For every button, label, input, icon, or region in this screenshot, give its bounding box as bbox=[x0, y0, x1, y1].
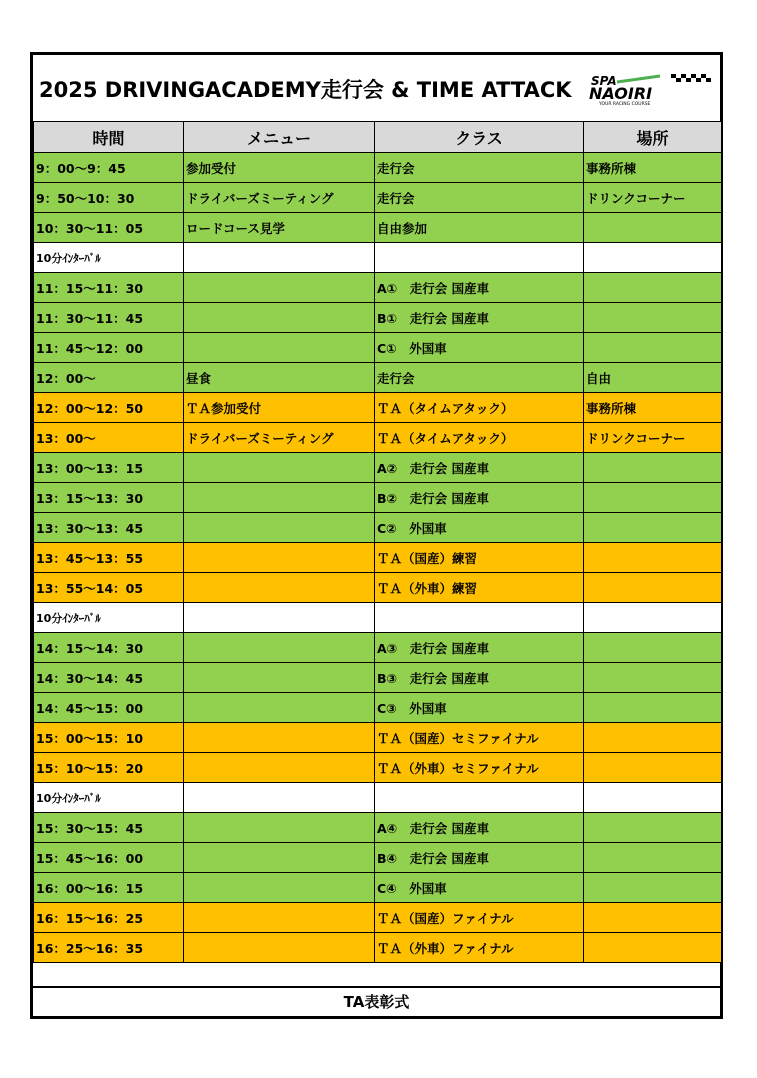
place-cell bbox=[584, 603, 722, 633]
menu-cell bbox=[184, 903, 375, 933]
menu-cell: ドライバーズミーティング bbox=[184, 183, 375, 213]
table-row bbox=[34, 183, 722, 213]
time-cell: 10分ｲﾝﾀｰﾊﾞﾙ bbox=[34, 603, 184, 633]
place-cell bbox=[584, 723, 722, 753]
place-cell bbox=[584, 693, 722, 723]
table-row bbox=[34, 873, 722, 903]
class-cell: 自由参加 bbox=[375, 213, 584, 243]
table-row bbox=[34, 423, 722, 453]
place-cell bbox=[584, 663, 722, 693]
place-cell bbox=[584, 843, 722, 873]
class-cell: C② 外国車 bbox=[375, 513, 584, 543]
place-cell bbox=[584, 333, 722, 363]
place-cell: ドリンクコーナー bbox=[584, 183, 722, 213]
class-cell: ＴＡ（外車）練習 bbox=[375, 573, 584, 603]
class-cell: ＴＡ（タイムアタック） bbox=[375, 423, 584, 453]
table-row bbox=[34, 843, 722, 873]
menu-cell bbox=[184, 813, 375, 843]
menu-cell bbox=[184, 603, 375, 633]
time-cell: 14：15～14：30 bbox=[34, 633, 184, 663]
page-title: 2025 DRIVINGACADEMY走行会 & TIME ATTACK bbox=[39, 78, 572, 102]
table-row bbox=[34, 543, 722, 573]
time-cell: 15：30～15：45 bbox=[34, 813, 184, 843]
menu-cell bbox=[184, 663, 375, 693]
menu-cell bbox=[184, 333, 375, 363]
class-cell: C④ 外国車 bbox=[375, 873, 584, 903]
menu-cell bbox=[184, 873, 375, 903]
time-cell: 15：45～16：00 bbox=[34, 843, 184, 873]
menu-cell bbox=[184, 633, 375, 663]
menu-cell: ロードコース見学 bbox=[184, 213, 375, 243]
menu-cell bbox=[184, 933, 375, 963]
menu-cell: 参加受付 bbox=[184, 153, 375, 183]
schedule-sheet bbox=[30, 52, 723, 1019]
time-cell: 16：00～16：15 bbox=[34, 873, 184, 903]
menu-cell: ドライバーズミーティング bbox=[184, 423, 375, 453]
table-row bbox=[34, 753, 722, 783]
menu-cell bbox=[184, 543, 375, 573]
place-cell bbox=[584, 243, 722, 273]
table-row bbox=[34, 453, 722, 483]
menu-cell bbox=[184, 303, 375, 333]
logo-line2: NAOIRI bbox=[589, 84, 653, 103]
class-cell: ＴＡ（外車）セミファイナル bbox=[375, 753, 584, 783]
menu-cell: 昼食 bbox=[184, 363, 375, 393]
time-cell: 13：00～ bbox=[34, 423, 184, 453]
table-row bbox=[34, 723, 722, 753]
header-class: クラス bbox=[375, 122, 584, 153]
class-cell: ＴＡ（国産）セミファイナル bbox=[375, 723, 584, 753]
time-cell: 11：15～11：30 bbox=[34, 273, 184, 303]
place-cell: 事務所棟 bbox=[584, 153, 722, 183]
menu-cell bbox=[184, 483, 375, 513]
menu-cell bbox=[184, 843, 375, 873]
class-cell bbox=[375, 243, 584, 273]
logo-line1: SPA bbox=[591, 74, 617, 88]
place-cell bbox=[584, 903, 722, 933]
place-cell bbox=[584, 273, 722, 303]
class-cell: 走行会 bbox=[375, 183, 584, 213]
class-cell: 走行会 bbox=[375, 363, 584, 393]
header-menu: メニュー bbox=[184, 122, 375, 153]
logo-tagline: YOUR RACING COURSE bbox=[599, 102, 651, 107]
table-row bbox=[34, 213, 722, 243]
table-row bbox=[34, 483, 722, 513]
time-cell: 13：55～14：05 bbox=[34, 573, 184, 603]
class-cell: ＴＡ（外車）ファイナル bbox=[375, 933, 584, 963]
time-cell: 12：00～ bbox=[34, 363, 184, 393]
class-cell: B④ 走行会 国産車 bbox=[375, 843, 584, 873]
menu-cell bbox=[184, 573, 375, 603]
class-cell: C③ 外国車 bbox=[375, 693, 584, 723]
class-cell: B① 走行会 国産車 bbox=[375, 303, 584, 333]
table-row bbox=[34, 303, 722, 333]
class-cell: A③ 走行会 国産車 bbox=[375, 633, 584, 663]
class-cell: A① 走行会 国産車 bbox=[375, 273, 584, 303]
time-cell: 15：10～15：20 bbox=[34, 753, 184, 783]
table-row bbox=[34, 393, 722, 423]
table-row bbox=[34, 663, 722, 693]
class-cell: B③ 走行会 国産車 bbox=[375, 663, 584, 693]
time-cell: 14：30～14：45 bbox=[34, 663, 184, 693]
table-row bbox=[34, 243, 722, 273]
menu-cell bbox=[184, 723, 375, 753]
place-cell bbox=[584, 543, 722, 573]
class-cell: C① 外国車 bbox=[375, 333, 584, 363]
time-cell: 9：00～9：45 bbox=[34, 153, 184, 183]
menu-cell bbox=[184, 693, 375, 723]
header-time: 時間 bbox=[34, 122, 184, 153]
checkered-flag-icon bbox=[671, 74, 711, 82]
time-cell: 16：15～16：25 bbox=[34, 903, 184, 933]
place-cell bbox=[584, 573, 722, 603]
place-cell: ドリンクコーナー bbox=[584, 423, 722, 453]
menu-cell bbox=[184, 783, 375, 813]
time-cell: 10：30～11：05 bbox=[34, 213, 184, 243]
place-cell bbox=[584, 453, 722, 483]
class-cell: 走行会 bbox=[375, 153, 584, 183]
table-row bbox=[34, 363, 722, 393]
table-row bbox=[34, 573, 722, 603]
title-bar bbox=[33, 55, 720, 121]
table-row bbox=[34, 783, 722, 813]
class-cell bbox=[375, 603, 584, 633]
time-cell: 16：25～16：35 bbox=[34, 933, 184, 963]
time-cell: 14：45～15：00 bbox=[34, 693, 184, 723]
time-cell: 15：00～15：10 bbox=[34, 723, 184, 753]
place-cell: 事務所棟 bbox=[584, 393, 722, 423]
footer-award-ceremony: TA表彰式 bbox=[33, 986, 720, 1016]
time-cell: 13：00～13：15 bbox=[34, 453, 184, 483]
table-row bbox=[34, 813, 722, 843]
time-cell: 10分ｲﾝﾀｰﾊﾞﾙ bbox=[34, 243, 184, 273]
table-row bbox=[34, 693, 722, 723]
menu-cell bbox=[184, 243, 375, 273]
table-row bbox=[34, 273, 722, 303]
place-cell bbox=[584, 933, 722, 963]
class-cell: ＴＡ（国産）ファイナル bbox=[375, 903, 584, 933]
table-row bbox=[34, 933, 722, 963]
place-cell bbox=[584, 783, 722, 813]
time-cell: 10分ｲﾝﾀｰﾊﾞﾙ bbox=[34, 783, 184, 813]
menu-cell bbox=[184, 453, 375, 483]
menu-cell bbox=[184, 753, 375, 783]
class-cell: ＴＡ（タイムアタック） bbox=[375, 393, 584, 423]
header-row bbox=[34, 122, 722, 153]
table-row bbox=[34, 603, 722, 633]
menu-cell bbox=[184, 273, 375, 303]
table-row bbox=[34, 153, 722, 183]
place-cell bbox=[584, 513, 722, 543]
class-cell: A④ 走行会 国産車 bbox=[375, 813, 584, 843]
time-cell: 12：00～12：50 bbox=[34, 393, 184, 423]
menu-cell bbox=[184, 513, 375, 543]
place-cell bbox=[584, 213, 722, 243]
class-cell: A② 走行会 国産車 bbox=[375, 453, 584, 483]
place-cell bbox=[584, 633, 722, 663]
time-cell: 11：45～12：00 bbox=[34, 333, 184, 363]
table-row bbox=[34, 633, 722, 663]
time-cell: 9：50～10：30 bbox=[34, 183, 184, 213]
place-cell: 自由 bbox=[584, 363, 722, 393]
menu-cell: ＴＡ参加受付 bbox=[184, 393, 375, 423]
place-cell bbox=[584, 303, 722, 333]
time-cell: 13：30～13：45 bbox=[34, 513, 184, 543]
time-cell: 13：45～13：55 bbox=[34, 543, 184, 573]
place-cell bbox=[584, 873, 722, 903]
class-cell: ＴＡ（国産）練習 bbox=[375, 543, 584, 573]
schedule-table bbox=[33, 121, 722, 963]
time-cell: 11：30～11：45 bbox=[34, 303, 184, 333]
place-cell bbox=[584, 483, 722, 513]
class-cell: B② 走行会 国産車 bbox=[375, 483, 584, 513]
table-row bbox=[34, 903, 722, 933]
time-cell: 13：15～13：30 bbox=[34, 483, 184, 513]
header-place: 場所 bbox=[584, 122, 722, 153]
table-row bbox=[34, 333, 722, 363]
place-cell bbox=[584, 813, 722, 843]
spa-naoiri-logo bbox=[585, 71, 715, 107]
class-cell bbox=[375, 783, 584, 813]
place-cell bbox=[584, 753, 722, 783]
table-row bbox=[34, 513, 722, 543]
